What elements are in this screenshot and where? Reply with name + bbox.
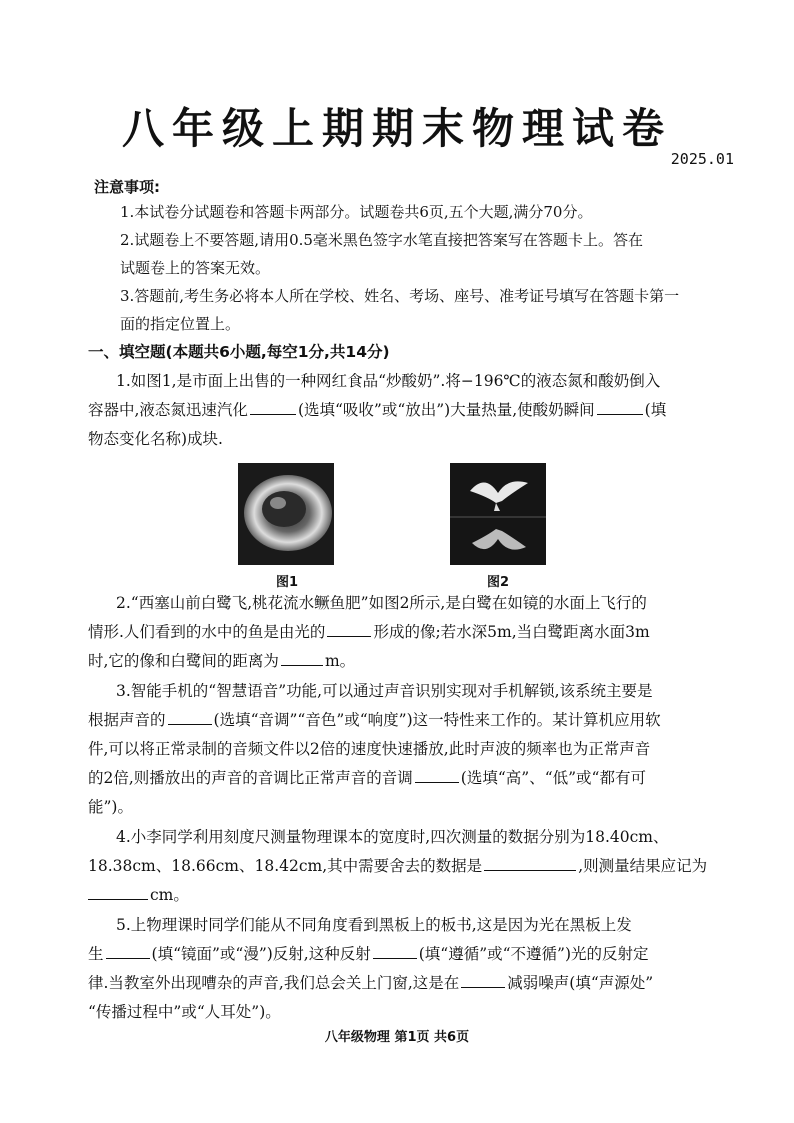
question-text: 律.当教室外出现嘈杂的声音,我们总会关上门窗,这是在 减弱噪声(填“声源处”	[88, 969, 710, 998]
question-text: 时,它的像和白鹭间的距离为 m。	[88, 647, 710, 676]
question-text: “传播过程中”或“人耳处”)。	[88, 1003, 281, 1021]
question-text: 1.如图1,是市面上出售的一种网红食品“炒酸奶”.将−196℃的液态氮和酸奶倒入	[116, 372, 661, 390]
question-text: 物态变化名称)成块.	[88, 430, 223, 448]
question-text: 的2倍,则播放出的声音的音调比正常声音的音调 (选填“高”、“低”或“都有可	[88, 764, 710, 793]
answer-blank[interactable]	[250, 398, 296, 415]
question-text: 生 (填“镜面”或“漫”)反射,这种反射 (填“遵循”或“不遵循”)光的反射定	[88, 940, 710, 969]
question-text: 5.上物理课时同学们能从不同角度看到黑板上的板书,这是因为光在黑板上发	[116, 916, 632, 934]
question-text: 3.智能手机的“智慧语音”功能,可以通过声音识别实现对手机解锁,该系统主要是	[116, 682, 653, 700]
notice-item: 3.答题前,考生务必将本人所在学校、姓名、考场、座号、准考证号填写在答题卡第一	[120, 287, 680, 305]
answer-blank[interactable]	[327, 620, 371, 637]
exam-date: 2025.01	[670, 150, 734, 168]
answer-blank[interactable]	[461, 971, 505, 988]
answer-blank[interactable]	[597, 398, 643, 415]
answer-blank[interactable]	[168, 708, 212, 725]
section-heading: 一、填空题(本题共6小题,每空1分,共14分)	[88, 343, 390, 361]
question-text: 根据声音的 (选填“音调”“音色”或“响度”)这一特性来工作的。某计算机应用软	[88, 706, 710, 735]
figure-2-caption: 图2	[487, 575, 510, 590]
question-text: 情形.人们看到的水中的鱼是由光的 形成的像;若水深5m,当白鹭距离水面3m	[88, 618, 710, 647]
question-4	[88, 823, 710, 910]
page-footer: 八年级物理 第1页 共6页	[324, 1030, 470, 1045]
question-2	[88, 589, 710, 676]
question-text: 18.38cm、18.66cm、18.42cm,其中需要舍去的数据是 ,则测量结果应记为	[88, 852, 710, 881]
question-text: 能”)。	[88, 798, 133, 816]
answer-blank[interactable]	[484, 854, 576, 871]
notice-item: 试题卷上的答案无效。	[120, 259, 271, 277]
answer-blank[interactable]	[415, 766, 459, 783]
notice-item: 面的指定位置上。	[120, 315, 241, 333]
figure-2-image	[450, 463, 546, 565]
question-1	[88, 367, 710, 454]
answer-blank[interactable]	[88, 883, 148, 900]
figure-1-caption: 图1	[276, 575, 299, 590]
answer-blank[interactable]	[373, 942, 417, 959]
question-5	[88, 911, 710, 1027]
answer-blank[interactable]	[281, 649, 323, 666]
notice-item: 2.试题卷上不要答题,请用0.5毫米黑色签字水笔直接把答案写在答题卡上。答在	[120, 231, 643, 249]
page-title: 八年级上期期末物理试卷	[121, 104, 672, 153]
question-text: 4.小李同学利用刻度尺测量物理课本的宽度时,四次测量的数据分别为18.40cm、	[116, 828, 669, 846]
question-text: cm。	[88, 881, 710, 910]
answer-blank[interactable]	[106, 942, 150, 959]
question-text: 容器中,液态氮迅速汽化 (选填“吸收”或“放出”)大量热量,使酸奶瞬间 (填	[88, 396, 710, 425]
question-text: 件,可以将正常录制的音频文件以2倍的速度快速播放,此时声波的频率也为正常声音	[88, 740, 651, 758]
notice-heading: 注意事项:	[94, 178, 160, 196]
question-text: 2.“西塞山前白鹭飞,桃花流水鳜鱼肥”如图2所示,是白鹭在如镜的水面上飞行的	[116, 594, 647, 612]
notice-item: 1.本试卷分试题卷和答题卡两部分。试题卷共6页,五个大题,满分70分。	[120, 203, 593, 221]
figure-1-image	[238, 463, 334, 565]
question-3	[88, 677, 710, 822]
